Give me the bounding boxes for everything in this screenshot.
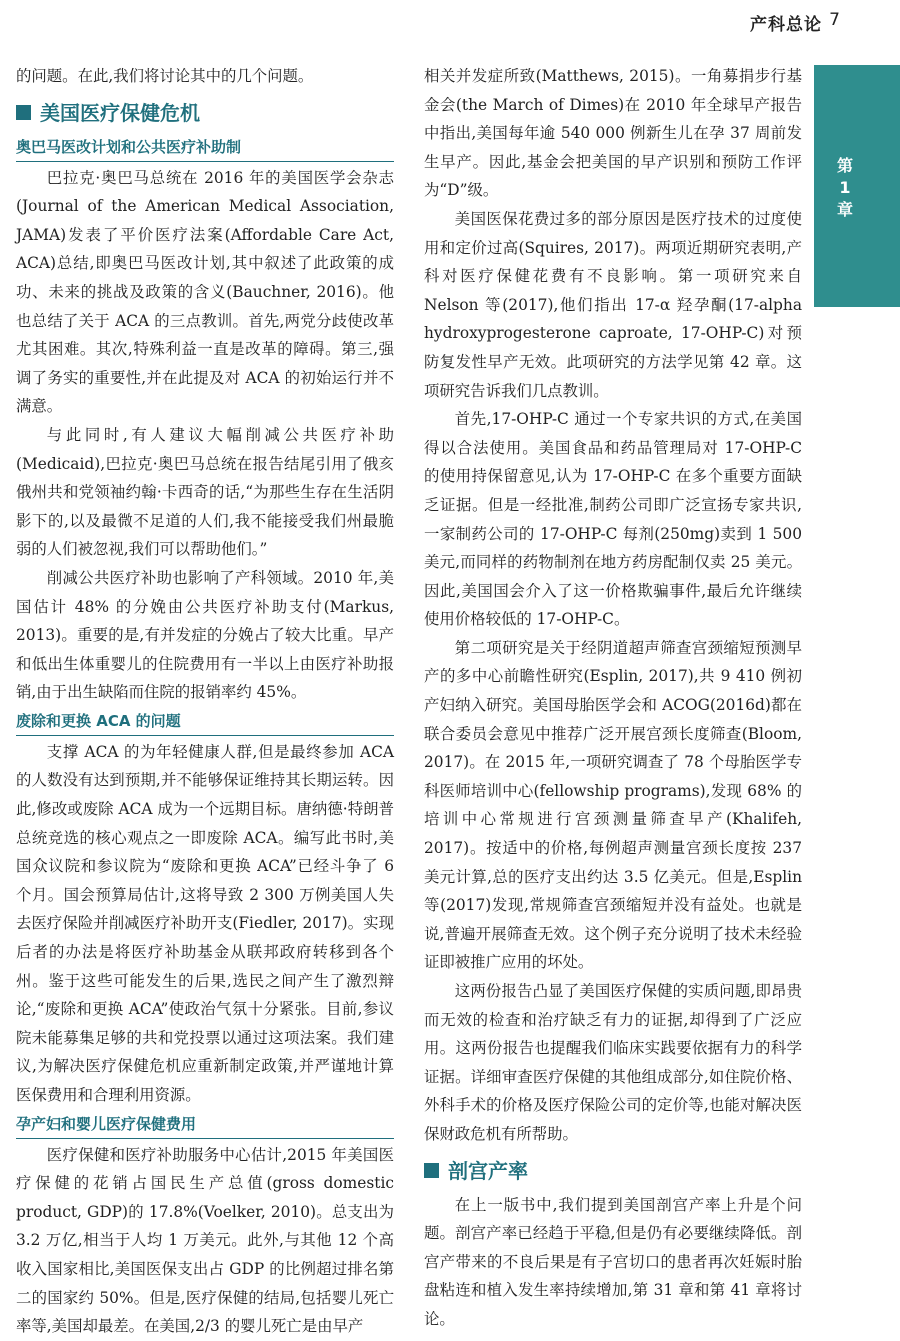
subheading-maternal-costs: 孕产妇和婴儿医疗保健费用 — [16, 1110, 394, 1139]
intro-paragraph: 的问题。在此,我们将讨论其中的几个问题。 — [16, 67, 314, 85]
section-heading-text: 剖宫产率 — [448, 1158, 528, 1183]
heading-square-icon — [424, 1163, 439, 1178]
body-paragraph: 美国医保花费过多的部分原因是医疗技术的过度使用和定价过高(Squires, 2017)。两项近期研究表明,产科对医疗保健花费有不良影响。第一项研究来自 Nelson 等(2017),他们指出 17-α 羟孕酮(17-alpha hydroxyprogesterone caproate, 17-OHP-C)对预防复发性早产无效。此项研究的方法学见第 42 章。这项研究告诉我们几点教训。 — [424, 209, 802, 400]
right-column — [424, 62, 802, 1334]
section-heading-healthcare-crisis — [16, 97, 394, 129]
chapter-tab — [814, 65, 900, 307]
body-paragraph: 支撑 ACA 的为年轻健康人群,但是最终参加 ACA 的人数没有达到预期,并不能够保证维持其长期运转。因此,修改或废除 ACA 成为一个远期目标。唐纳德·特朗普总统竞选的核心观点之一即废除 ACA。编写此书时,美国众议院和参议院为“废除和更换 ACA”已经斗争了 6 个月。国会预算局估计,这将导致 2 300 万例美国人失去医疗保险并削减医疗补助开支(Fiedler, 2017)。实现后者的办法是将医疗补助基金从联邦政府转移到各个州。鉴于这些可能发生的后果,选民之间产生了激烈辩论,“废除和更换 ACA”使政治气氛十分紧张。目前,参议院未能募集足够的共和党投票以通过这项法案。我们建议,为解决医疗保健危机应重新制定政策,并严谨地计算医保费用和合理利用资源。 — [16, 742, 394, 1104]
running-title: 产科总论 — [750, 15, 822, 35]
body-paragraph: 第二项研究是关于经阴道超声筛查宫颈缩短预测早产的多中心前瞻性研究(Esplin, 2017),共 9 410 例初产妇纳入研究。美国母胎医学会和 ACOG(2016d)都在联合委员会意见中推荐广泛开展宫颈长度筛查(Bloom, 2017)。在 2015 年,一项研究调查了 78 个母胎医学专科医师培训中心(fellowship programs),发现 68% 的培训中心常规进行宫颈测量筛查早产(Khalifeh, 2017)。按适中的价格,每例超声测量宫颈长度按 237 美元计算,总的医疗支出约达 3.5 亿美元。但是,Esplin 等(2017)发现,常规筛查宫颈缩短并没有益处。也就是说,普遍开展筛查无效。这个例子充分说明了技术未经验证即被推广应用的坏处。 — [424, 638, 802, 972]
body-paragraph: 首先,17-OHP-C 通过一个专家共识的方式,在美国得以合法使用。美国食品和药品管理局对 17-OHP-C 的使用持保留意见,认为 17-OHP-C 在多个重要方面缺乏证据。但是一经批准,制药公司即广泛宣扬专家共识,一家制药公司的 17-OHP-C 每剂(250mg)卖到 1 500 美元,而同样的药物制剂在地方药房配制仅卖 25 美元。因此,美国国会介入了这一价格欺骗事件,最后允许继续使用价格较低的 17-OHP-C。 — [424, 410, 802, 629]
body-paragraph: 医疗保健和医疗补助服务中心估计,2015 年美国医疗保健的花销占国民生产总值(gross domestic product, GDP)的 17.8%(Voelker, 2010)。总支出为 3.2 万亿,相当于人均 1 万美元。此外,与其他 12 个高收入国家相比,美国医保支出占 GDP 的比例超过排名第二的国家约 50%。但是,医疗保健的结局,包括婴儿死亡率等,美国却最差。在美国,2/3 的婴儿死亡是由早产 — [16, 1145, 394, 1336]
body-paragraph: 这两份报告凸显了美国医疗保健的实质问题,即昂贵而无效的检查和治疗缺乏有力的证据,却得到了广泛应用。这两份报告也提醒我们临床实践要依据有力的科学证据。详细审查医疗保健的其他组成部分,如住院价格、外科手术的价格及医疗保险公司的定价等,也能对解决医保财政危机有所帮助。 — [424, 982, 802, 1143]
body-paragraph: 在上一版书中,我们提到美国剖宫产率上升是个问题。剖宫产率已经趋于平稳,但是仍有必要继续降低。剖宫产带来的不良后果是有子宫切口的患者再次妊娠时胎盘粘连和植入发生率持续增加,第 31 章和第 41 章将讨论。 — [424, 1195, 802, 1328]
section-heading-text: 美国医疗保健危机 — [40, 100, 200, 125]
page-number: 7 — [829, 10, 840, 30]
left-column — [16, 62, 394, 1341]
body-paragraph: 相关并发症所致(Matthews, 2015)。一角募捐步行基金会(the March of Dimes)在 2010 年全球早产报告中指出,美国每年逾 540 000 例新生儿在孕 37 周前发生早产。因此,基金会把美国的早产识别和预防工作评为“D”级。 — [424, 67, 802, 200]
subheading-repeal-aca: 废除和更换 ACA 的问题 — [16, 707, 394, 736]
chapter-tab-label: 第1章 — [836, 156, 853, 219]
section-heading-cesarean-rate — [424, 1155, 802, 1187]
body-paragraph: 削减公共医疗补助也影响了产科领域。2010 年,美国估计 48% 的分娩由公共医疗补助支付(Markus, 2013)。重要的是,有并发症的分娩占了较大比重。早产和低出生体重婴儿的住院费用有一半以上由医疗补助报销,由于出生缺陷而住院的报销率约 45%。 — [16, 568, 394, 702]
body-paragraph: 巴拉克·奥巴马总统在 2016 年的美国医学会杂志(Journal of the American Medical Association, JAMA)发表了平价医疗法案(Affordable Care Act, ACA)总结,即奥巴马医改计划,其中叙述了此政策的成功、未来的挑战及政策的含义(Bauchner, 2016)。他也总结了关于 ACA 的三点教训。首先,两党分歧使改革尤其困难。其次,特殊利益一直是改革的障碍。第三,强调了务实的重要性,并在此提及对 ACA 的初始运行并不满意。 — [16, 168, 394, 416]
subheading-obamacare: 奥巴马医改计划和公共医疗补助制 — [16, 133, 394, 162]
body-paragraph: 与此同时,有人建议大幅削减公共医疗补助(Medicaid),巴拉克·奥巴马总统在报告结尾引用了俄亥俄州共和党领袖约翰·卡西奇的话,“为那些生存在生活阴影下的,以及最微不足道的人们,我不能接受我们州最脆弱的人们被忽视,我们可以帮助他们。” — [16, 425, 394, 559]
heading-square-icon — [16, 105, 31, 120]
